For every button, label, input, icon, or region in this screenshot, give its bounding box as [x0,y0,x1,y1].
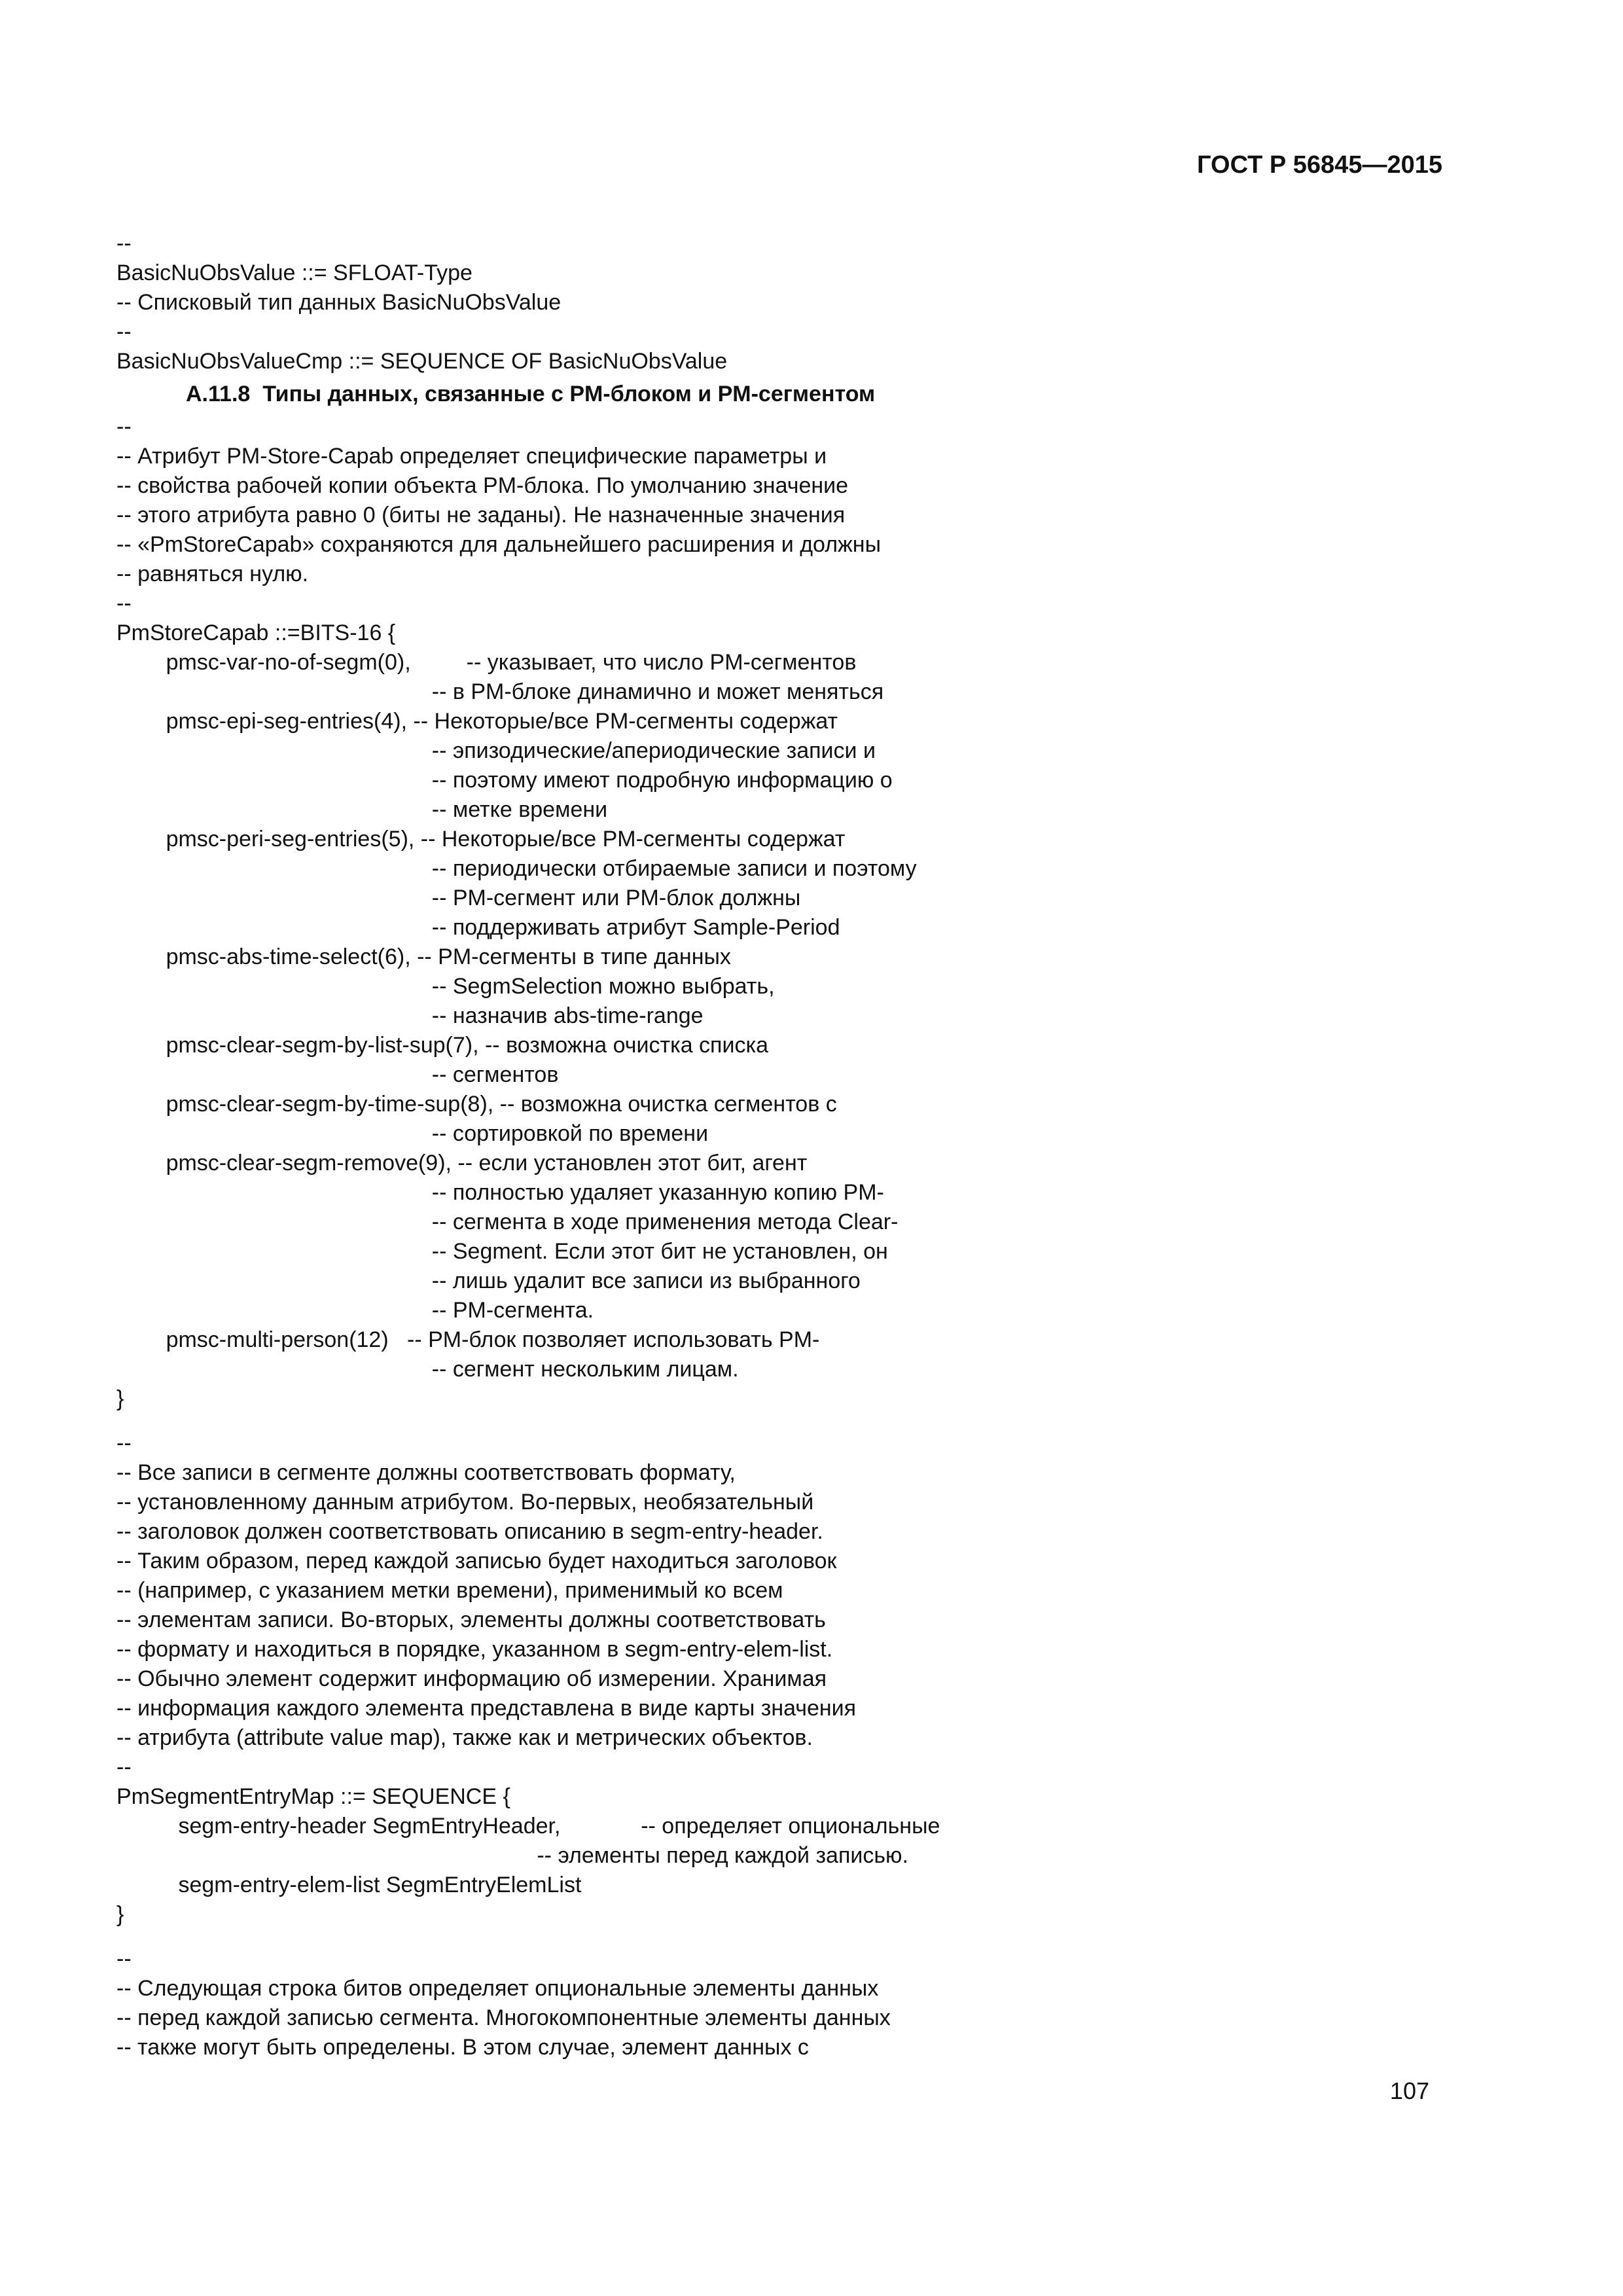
code-line: -- элементам записи. Во-вторых, элементы должны соответствовать [116,1607,826,1632]
code-line: -- сегмента в ходе применения метода Clear- [116,1210,899,1234]
code-line: pmsc-multi-person(12) -- PM-блок позволяет использовать PM- [116,1327,820,1352]
code-line: pmsc-clear-segm-remove(9), -- если установлен этот бит, агент [116,1151,808,1175]
code-line: -- информация каждого элемента представлена в виде карты значения [116,1696,857,1721]
code-line: -- Атрибут PM-Store-Capab определяет специфические параметры и [116,444,827,469]
code-line: } [116,1902,124,1927]
code-line: -- элементы перед каждой записью. [116,1843,909,1868]
code-line: -- заголовок должен соответствовать описанию в segm-entry-header. [116,1519,823,1544]
code-line: pmsc-clear-segm-by-time-sup(8), -- возможна очистка сегментов с [116,1092,837,1117]
code-line: -- эпизодические/апериодические записи и [116,738,876,763]
code-line: -- PM-сегмента. [116,1298,594,1323]
code-line: -- поддерживать атрибут Sample-Period [116,915,840,940]
code-line: -- равняться нулю. [116,562,309,586]
code-line: -- метке времени [116,797,608,822]
code-line: -- перед каждой записью сегмента. Многокомпонентные элементы данных [116,2005,891,2030]
code-line: -- Обычно элемент содержит информацию об измерении. Хранимая [116,1666,827,1691]
code-line: pmsc-var-no-of-segm(0), -- указывает, что число PM-сегментов [116,650,857,675]
code-line: -- сегментов [116,1062,559,1087]
code-line: pmsc-abs-time-select(6), -- PM-сегменты в типе данных [116,944,731,969]
spacer [116,1414,1458,1429]
code-line: -- [116,591,132,616]
code-line: -- назначив abs-time-range [116,1003,704,1028]
code-line: -- лишь удалит все записи из выбранного [116,1268,861,1293]
code-line: -- сортировкой по времени [116,1121,709,1146]
code-line: -- Таким образом, перед каждой записью будет находиться заголовок [116,1549,837,1573]
code-line: -- формату и находиться в порядке, указанном в segm-entry-elem-list. [116,1637,833,1662]
code-line: -- также могут быть определены. В этом случае, элемент данных с [116,2035,809,2060]
code-line: -- Segment. Если этот бит не установлен, он [116,1239,888,1264]
code-line: -- [116,1946,132,1971]
page-number: 107 [1389,2077,1429,2104]
code-block-basic-nu-obs [116,229,1458,376]
code-line: -- SegmSelection можно выбрать, [116,974,775,999]
code-line: -- Следующая строка битов определяет опциональные элементы данных [116,1976,879,2001]
code-line: -- [116,1755,132,1780]
code-line: -- Списковый тип данных BasicNuObsValue [116,290,562,315]
code-line: pmsc-clear-segm-by-list-sup(7), -- возможна очистка списка [116,1033,768,1058]
code-line: PmSegmentEntryMap ::= SEQUENCE { [116,1784,510,1809]
code-line: BasicNuObsValue ::= SFLOAT-Type [116,260,473,285]
code-line: -- [116,231,132,256]
code-line: pmsc-epi-seg-entries(4), -- Некоторые/все PM-сегменты содержат [116,709,838,734]
document-header: ГОСТ Р 56845—2015 [1197,151,1442,179]
code-line: -- Все записи в сегменте должны соответствовать формату, [116,1460,736,1485]
code-block-pm-segment-entry-map [116,1429,1458,1929]
code-line: -- [116,1431,132,1456]
code-line: -- поэтому имеют подробную информацию о [116,768,893,793]
code-line: pmsc-peri-seg-entries(5), -- Некоторые/все PM-сегменты содержат [116,827,846,852]
code-line: -- «PmStoreCapab» сохраняются для дальнейшего расширения и должны [116,532,882,557]
spacer [116,1929,1458,1945]
code-line: -- полностью удаляет указанную копию PM- [116,1180,884,1205]
code-line: } [116,1386,124,1411]
code-line: -- сегмент нескольким лицам. [116,1357,739,1382]
code-line: -- PM-сегмент или PM-блок должны [116,886,801,910]
code-line: -- [116,414,132,439]
document-body [116,229,1458,2062]
code-line: BasicNuObsValueCmp ::= SEQUENCE OF BasicNuObsValue [116,349,728,374]
code-line: segm-entry-elem-list SegmEntryElemList [116,1873,582,1897]
code-block-pm-store-capab [116,412,1458,1414]
section-heading: A.11.8 Типы данных, связанные с PM-блоком и PM-сегментом [186,382,876,406]
code-line: -- установленному данным атрибутом. Во-первых, необязательный [116,1490,814,1515]
code-line: -- [116,319,132,344]
code-line: -- свойства рабочей копии объекта PM-блока. По умолчанию значение [116,473,849,498]
code-line: -- в PM-блоке динамично и может меняться [116,679,884,704]
code-line: segm-entry-header SegmEntryHeader, -- определяет опциональные [116,1814,940,1839]
code-line: -- атрибута (attribute value map), также как и метрических объектов. [116,1725,813,1750]
code-line: -- периодически отбираемые записи и поэтому [116,856,917,881]
code-line: -- (например, с указанием метки времени), применимый ко всем [116,1578,783,1603]
code-line: PmStoreCapab ::=BITS-16 { [116,620,396,645]
code-block-comment-tail [116,1945,1458,2062]
code-line: -- этого атрибута равно 0 (биты не заданы). Не назначенные значения [116,503,846,528]
